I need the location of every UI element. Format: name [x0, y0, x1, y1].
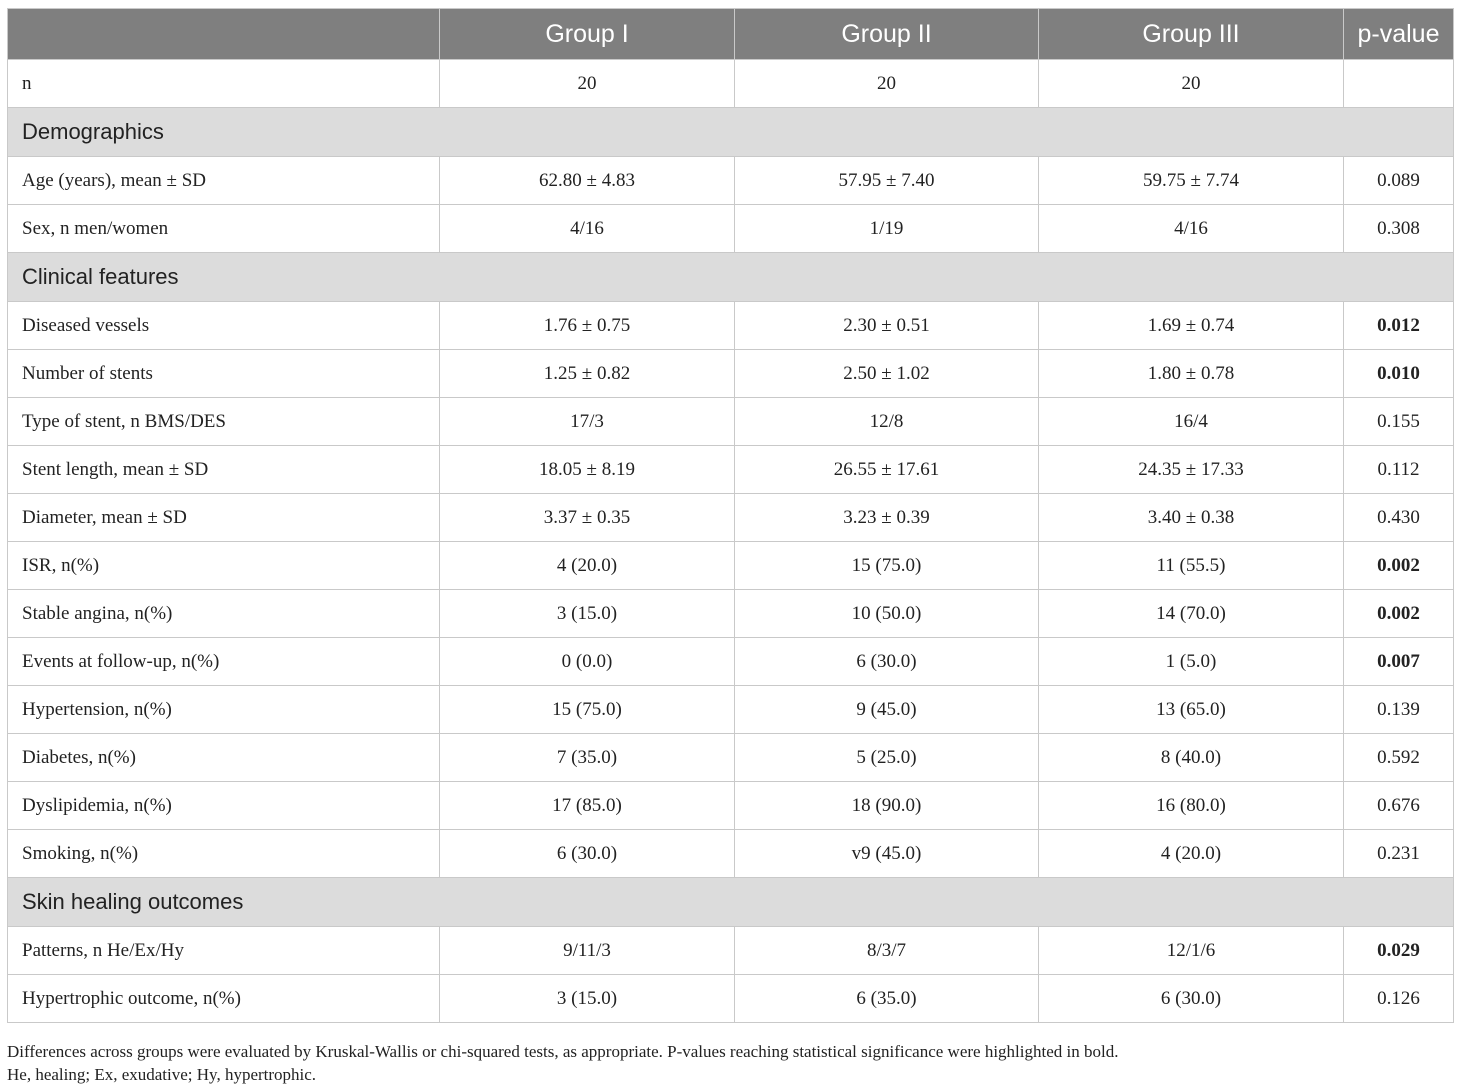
group-1-value: 17/3: [440, 398, 735, 446]
table-row: [8, 494, 1454, 542]
section-label: Clinical features: [8, 253, 1454, 302]
group-1-value: 4/16: [440, 205, 735, 253]
row-label: Type of stent, n BMS/DES: [8, 398, 440, 446]
header-p-value: p-value: [1344, 9, 1454, 60]
row-label: ISR, n(%): [8, 542, 440, 590]
group-3-value: 24.35 ± 17.33: [1039, 446, 1344, 494]
group-3-value: 12/1/6: [1039, 927, 1344, 975]
row-label: Sex, n men/women: [8, 205, 440, 253]
table-row: [8, 686, 1454, 734]
group-1-value: 7 (35.0): [440, 734, 735, 782]
group-2-value: 57.95 ± 7.40: [735, 157, 1039, 205]
group-3-value: 1.80 ± 0.78: [1039, 350, 1344, 398]
section-header-row: [8, 878, 1454, 927]
p-value: 0.010: [1344, 350, 1454, 398]
row-label: Age (years), mean ± SD: [8, 157, 440, 205]
group-2-value: 6 (30.0): [735, 638, 1039, 686]
table-body: [8, 60, 1454, 1023]
group-1-value: 3 (15.0): [440, 590, 735, 638]
group-2-value: 18 (90.0): [735, 782, 1039, 830]
table-row: [8, 975, 1454, 1023]
group-1-value: 6 (30.0): [440, 830, 735, 878]
group-1-value: 3.37 ± 0.35: [440, 494, 735, 542]
group-1-value: 1.76 ± 0.75: [440, 302, 735, 350]
group-2-value: 9 (45.0): [735, 686, 1039, 734]
row-label: Dyslipidemia, n(%): [8, 782, 440, 830]
group-2-value: v9 (45.0): [735, 830, 1039, 878]
p-value: 0.029: [1344, 927, 1454, 975]
header-row: [8, 9, 1454, 60]
footnotes: [7, 1040, 1453, 1086]
group-1-value: 3 (15.0): [440, 975, 735, 1023]
row-label: Events at follow-up, n(%): [8, 638, 440, 686]
group-2-value: 6 (35.0): [735, 975, 1039, 1023]
group-3-value: 14 (70.0): [1039, 590, 1344, 638]
row-label: Diameter, mean ± SD: [8, 494, 440, 542]
p-value: 0.676: [1344, 782, 1454, 830]
group-3-value: 20: [1039, 60, 1344, 108]
group-1-value: 1.25 ± 0.82: [440, 350, 735, 398]
p-value: 0.430: [1344, 494, 1454, 542]
table-row: [8, 927, 1454, 975]
row-label: Stent length, mean ± SD: [8, 446, 440, 494]
p-value: 0.012: [1344, 302, 1454, 350]
p-value: 0.089: [1344, 157, 1454, 205]
table-row: [8, 782, 1454, 830]
section-label: Demographics: [8, 108, 1454, 157]
header-group-2: Group II: [735, 9, 1039, 60]
section-header-row: [8, 253, 1454, 302]
group-2-value: 5 (25.0): [735, 734, 1039, 782]
table-row: [8, 60, 1454, 108]
table-row: [8, 205, 1454, 253]
header-group-3: Group III: [1039, 9, 1344, 60]
group-2-value: 26.55 ± 17.61: [735, 446, 1039, 494]
table-row: [8, 157, 1454, 205]
p-value: 0.112: [1344, 446, 1454, 494]
table-row: [8, 398, 1454, 446]
group-3-value: 1 (5.0): [1039, 638, 1344, 686]
group-3-value: 11 (55.5): [1039, 542, 1344, 590]
group-2-value: 12/8: [735, 398, 1039, 446]
group-3-value: 3.40 ± 0.38: [1039, 494, 1344, 542]
group-2-value: 2.50 ± 1.02: [735, 350, 1039, 398]
group-2-value: 20: [735, 60, 1039, 108]
header-group-1: Group I: [440, 9, 735, 60]
row-label: Stable angina, n(%): [8, 590, 440, 638]
table-row: [8, 638, 1454, 686]
p-value: 0.592: [1344, 734, 1454, 782]
group-1-value: 17 (85.0): [440, 782, 735, 830]
group-3-value: 13 (65.0): [1039, 686, 1344, 734]
group-2-value: 8/3/7: [735, 927, 1039, 975]
group-2-value: 10 (50.0): [735, 590, 1039, 638]
header-blank: [8, 9, 440, 60]
footnote-abbreviations: He, healing; Ex, exudative; Hy, hypertrophic.: [7, 1065, 317, 1084]
group-3-value: 1.69 ± 0.74: [1039, 302, 1344, 350]
section-header-row: [8, 108, 1454, 157]
group-3-value: 16/4: [1039, 398, 1344, 446]
row-label: Hypertrophic outcome, n(%): [8, 975, 440, 1023]
p-value: 0.308: [1344, 205, 1454, 253]
p-value: 0.002: [1344, 590, 1454, 638]
group-2-value: 1/19: [735, 205, 1039, 253]
group-1-value: 15 (75.0): [440, 686, 735, 734]
table-row: [8, 542, 1454, 590]
characteristics-table: [7, 8, 1454, 1023]
group-1-value: 62.80 ± 4.83: [440, 157, 735, 205]
group-1-value: 0 (0.0): [440, 638, 735, 686]
row-label: Diseased vessels: [8, 302, 440, 350]
table-row: [8, 830, 1454, 878]
p-value: 0.139: [1344, 686, 1454, 734]
group-3-value: 6 (30.0): [1039, 975, 1344, 1023]
p-value: [1344, 60, 1454, 108]
row-label: Patterns, n He/Ex/Hy: [8, 927, 440, 975]
group-1-value: 9/11/3: [440, 927, 735, 975]
row-label: n: [8, 60, 440, 108]
section-label: Skin healing outcomes: [8, 878, 1454, 927]
p-value: 0.155: [1344, 398, 1454, 446]
p-value: 0.002: [1344, 542, 1454, 590]
table-row: [8, 350, 1454, 398]
group-2-value: 3.23 ± 0.39: [735, 494, 1039, 542]
group-3-value: 4 (20.0): [1039, 830, 1344, 878]
row-label: Number of stents: [8, 350, 440, 398]
group-1-value: 18.05 ± 8.19: [440, 446, 735, 494]
group-3-value: 16 (80.0): [1039, 782, 1344, 830]
group-3-value: 4/16: [1039, 205, 1344, 253]
group-3-value: 8 (40.0): [1039, 734, 1344, 782]
table-row: [8, 734, 1454, 782]
footnote-tests: Differences across groups were evaluated by Kruskal-Wallis or chi-squared tests, as appropriate. P-values reaching statistical significance were highlighted in bold.: [7, 1042, 1119, 1061]
group-3-value: 59.75 ± 7.74: [1039, 157, 1344, 205]
row-label: Smoking, n(%): [8, 830, 440, 878]
p-value: 0.126: [1344, 975, 1454, 1023]
group-1-value: 20: [440, 60, 735, 108]
group-1-value: 4 (20.0): [440, 542, 735, 590]
table-row: [8, 590, 1454, 638]
p-value: 0.007: [1344, 638, 1454, 686]
table-row: [8, 302, 1454, 350]
table-row: [8, 446, 1454, 494]
row-label: Hypertension, n(%): [8, 686, 440, 734]
table-container: [7, 8, 1453, 1023]
group-2-value: 15 (75.0): [735, 542, 1039, 590]
row-label: Diabetes, n(%): [8, 734, 440, 782]
group-2-value: 2.30 ± 0.51: [735, 302, 1039, 350]
p-value: 0.231: [1344, 830, 1454, 878]
